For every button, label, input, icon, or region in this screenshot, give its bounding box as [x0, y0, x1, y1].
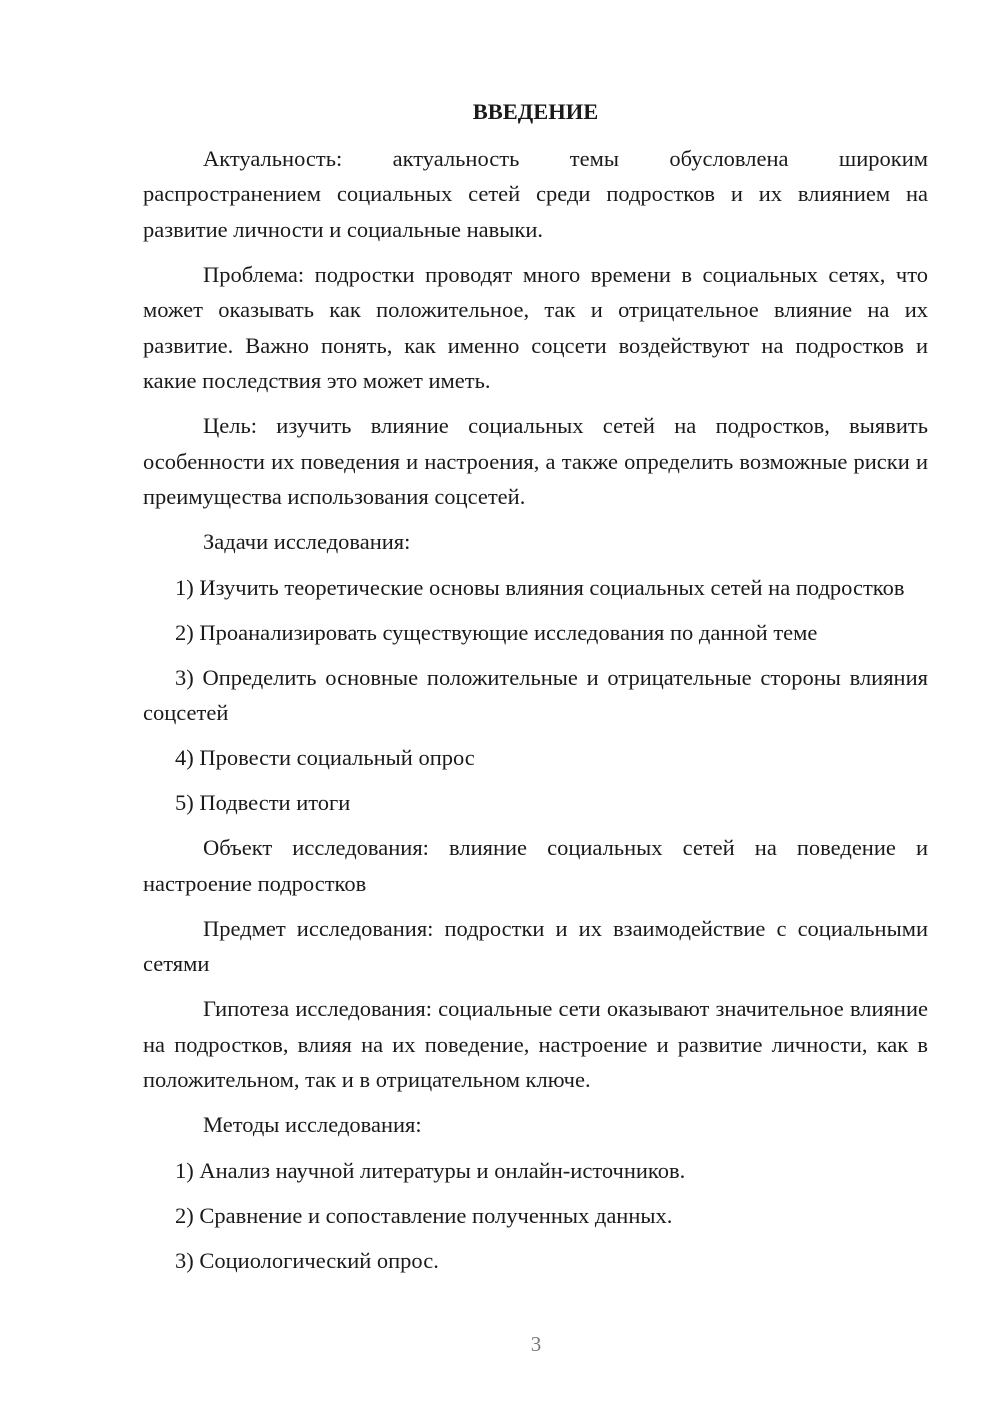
tasks-heading: Задачи исследования: — [203, 529, 411, 554]
page-content — [143, 94, 928, 1288]
method-item-2: 2) Сравнение и сопоставление полученных данных. — [175, 1202, 673, 1228]
paragraph-relevance: Актуальность: актуальность темы обусловлена широким распространением социальных сетей среди подростков и их влиянием на развитие личности и социальные навыки. — [143, 145, 928, 242]
task-item-5: 5) Подвести итоги — [175, 790, 351, 815]
paragraph-object: Объект исследования: влияние социальных сетей на поведение и настроение подростков — [143, 835, 928, 896]
task-item-4: 4) Провести социальный опрос — [175, 745, 475, 770]
methods-heading: Методы исследования: — [203, 1112, 422, 1137]
page-number: 3 — [530, 1332, 542, 1356]
task-item-3: 3) Определить основные положительные и отрицательные стороны влияния соцсетей — [143, 664, 928, 725]
task-item-2: 2) Проанализировать существующие исследования по данной теме — [175, 619, 818, 645]
paragraph-problem: Проблема: подростки проводят много времени в социальных сетях, что может оказывать как положительное, так и отрицательное влияние на их развитие. Важно понять, как именно соцсети воздействуют на подростков и какие последствия это может иметь. — [143, 261, 928, 393]
page-title: ВВЕДЕНИЕ — [472, 99, 599, 124]
paragraph-subject: Предмет исследования: подростки и их взаимодействие с социальными сетями — [143, 915, 928, 976]
paragraph-hypothesis: Гипотеза исследования: социальные сети оказывают значительное влияние на подростков, влияя на их поведение, настроение и развитие личности, как в положительном, так и в отрицательном ключе. — [143, 996, 928, 1092]
task-item-1: 1) Изучить теоретические основы влияния социальных сетей на подростков — [175, 574, 905, 600]
method-item-1: 1) Анализ научной литературы и онлайн-источников. — [175, 1157, 686, 1183]
method-item-3: 3) Социологический опрос. — [175, 1247, 439, 1273]
paragraph-goal: Цель: изучить влияние социальных сетей на подростков, выявить особенности их поведения и настроения, а также определить возможные риски и преимущества использования соцсетей. — [143, 413, 928, 509]
